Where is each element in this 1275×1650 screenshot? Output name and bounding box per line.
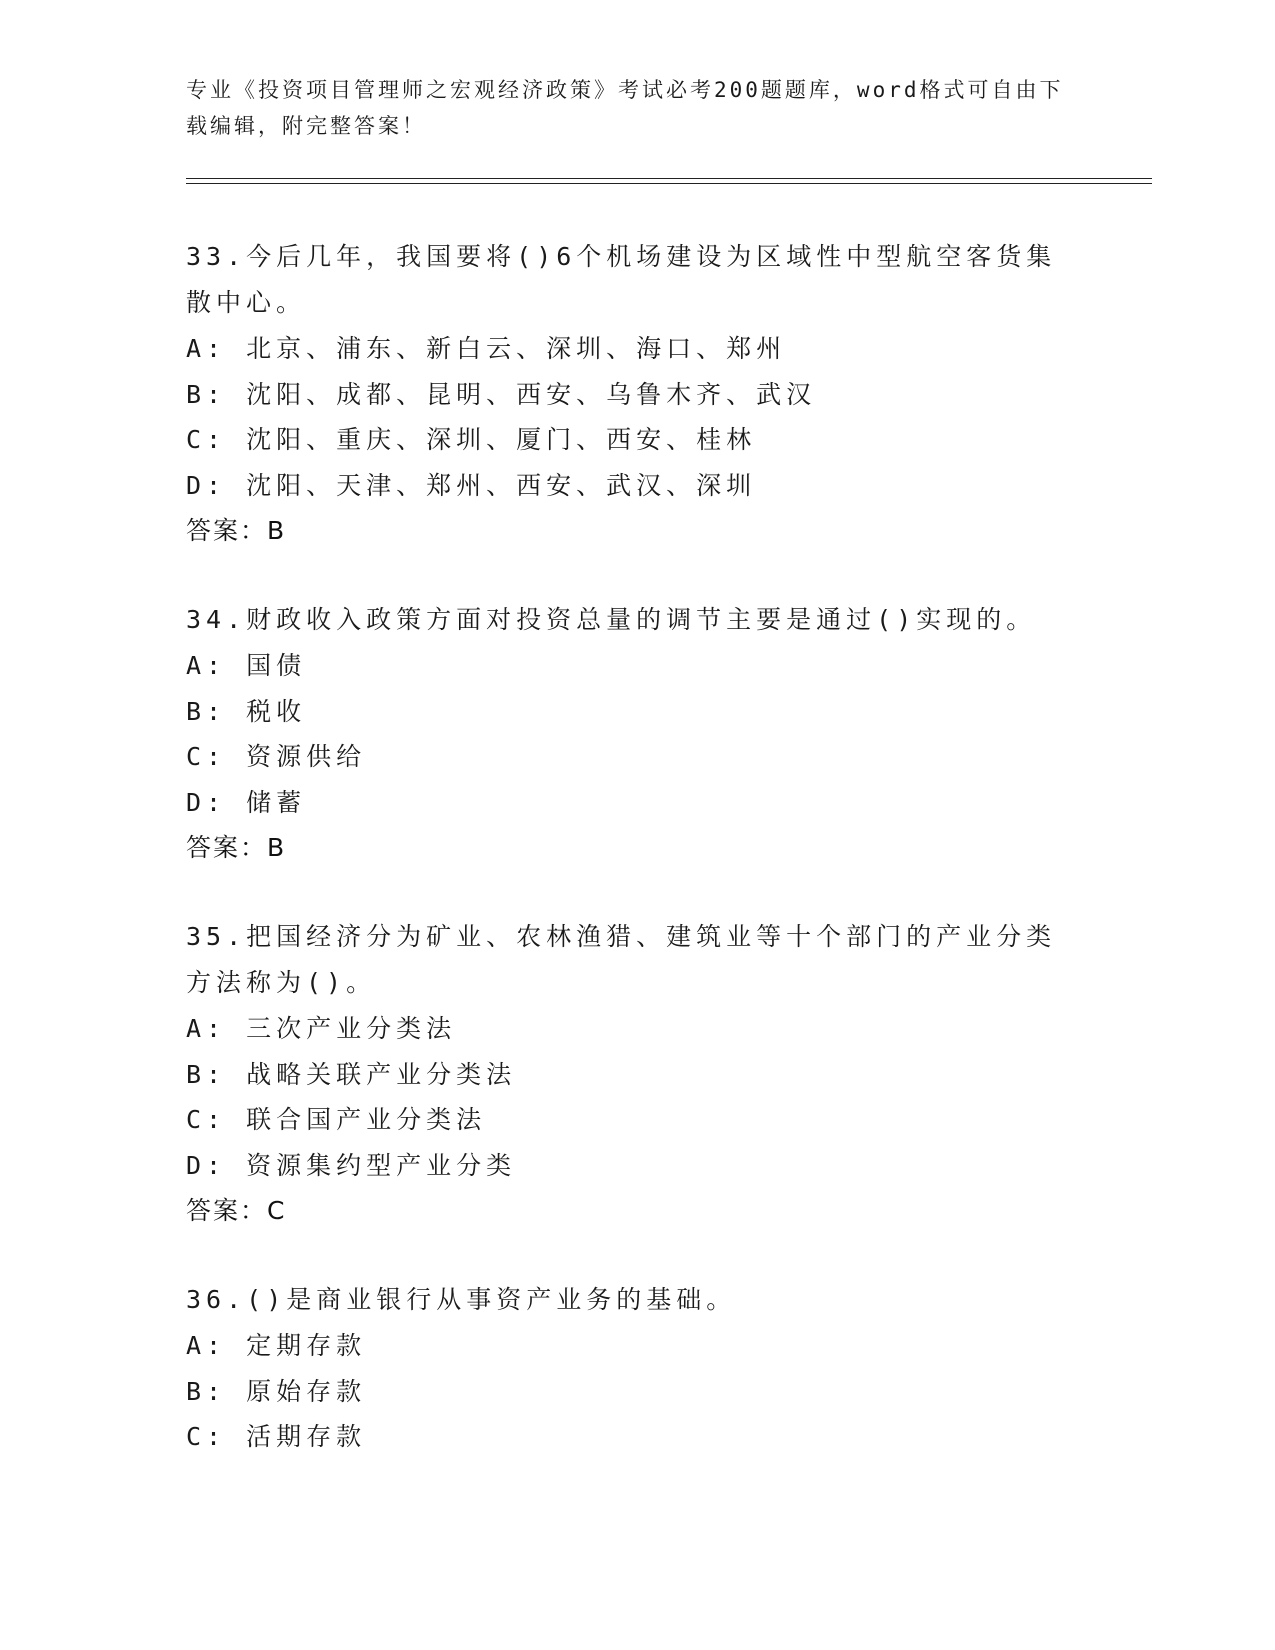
option-d: D: 储蓄 <box>186 787 307 817</box>
option-c: C: 资源供给 <box>186 742 367 771</box>
header-divider-bottom <box>186 183 1152 184</box>
document-header: 专业《投资项目管理师之宏观经济政策》考试必考200题题库，word格式可自由下载编辑，附完整答案！ <box>186 78 1064 138</box>
option-d: D: 资源集约型产业分类 <box>186 1150 517 1180</box>
option-d: D: 沈阳、天津、郑州、西安、武汉、深圳 <box>186 470 757 500</box>
question-34 <box>186 597 1086 871</box>
answer: 答案：C <box>186 1196 287 1225</box>
question-stem: 35.把国经济分为矿业、农林渔猎、建筑业等十个部门的产业分类方法称为()。 <box>186 922 1057 997</box>
question-stem: 33.今后几年，我国要将()6个机场建设为区域性中型航空客货集散中心。 <box>186 242 1057 317</box>
option-b: B: 战略关联产业分类法 <box>186 1059 517 1089</box>
question-stem: 34.财政收入政策方面对投资总量的调节主要是通过()实现的。 <box>186 605 1037 634</box>
question-list <box>186 234 1086 1503</box>
answer: 答案：B <box>186 833 287 862</box>
question-36 <box>186 1277 1086 1460</box>
option-a: A: 北京、浦东、新白云、深圳、海口、郑州 <box>186 334 787 363</box>
option-a: A: 定期存款 <box>186 1331 367 1360</box>
question-35 <box>186 914 1086 1234</box>
question-33 <box>186 234 1086 554</box>
header-divider-top <box>186 178 1152 179</box>
answer: 答案：B <box>186 516 287 545</box>
option-c: C: 沈阳、重庆、深圳、厦门、西安、桂林 <box>186 425 757 454</box>
option-a: A: 国债 <box>186 651 307 680</box>
option-c: C: 活期存款 <box>186 1422 367 1451</box>
option-b: B: 税收 <box>186 696 307 726</box>
option-a: A: 三次产业分类法 <box>186 1014 457 1043</box>
option-b: B: 原始存款 <box>186 1376 367 1406</box>
question-stem: 36.()是商业银行从事资产业务的基础。 <box>186 1285 737 1314</box>
option-c: C: 联合国产业分类法 <box>186 1105 487 1134</box>
option-b: B: 沈阳、成都、昆明、西安、乌鲁木齐、武汉 <box>186 379 817 409</box>
